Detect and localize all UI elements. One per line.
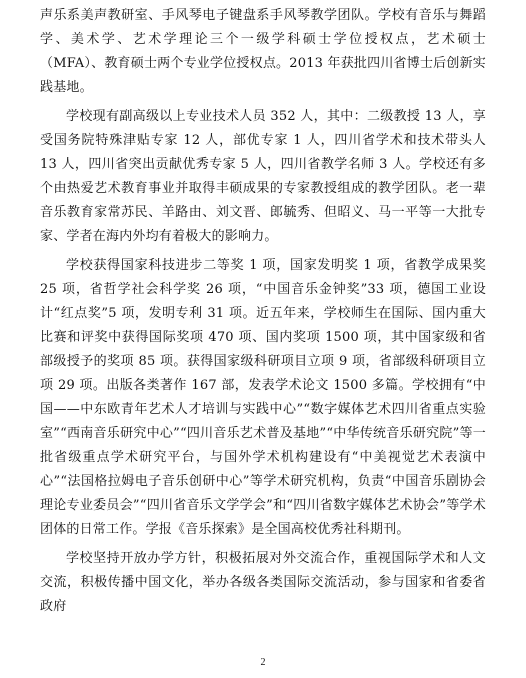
- paragraph-1: 声乐系美声教研室、手风琴电子键盘系手风琴教学团队。学校有音乐与舞蹈学、美术学、艺术学理论三个一级学科硕士学位授权点，艺术硕士（MFA）、教育硕士两个专业学位授权点。2013 年获批四川省博士后创新实践基地。: [40, 8, 486, 95]
- paragraph-4: 学校坚持开放办学方针，积极拓展对外交流合作，重视国际学术和人文交流，积极传播中国文化，举办各级各类国际交流活动，参与国家和省委省政府: [40, 551, 486, 614]
- page-number: 2: [260, 657, 266, 668]
- paragraph-2: 学校现有副高级以上专业技术人员 352 人，其中：二级教授 13 人，享受国务院特殊津贴专家 12 人，部优专家 1 人，四川省学术和技术带头人 13 人，四川省突出贡献优秀专家 5 人，四川省教学名师 3 人。学校还有多个由热爱艺术教育事业并取得丰硕成果的专家教授组成的教学团队。老一辈音乐教育家常苏民、羊路由、刘文晋、郎毓秀、但昭义、马一平等一大批专家、学者在海内外均有着极大的影响力。: [40, 109, 486, 244]
- paragraph-3: 学校获得国家科技进步二等奖 1 项，国家发明奖 1 项，省教学成果奖 25 项，省哲学社会科学奖 26 项，“中国音乐金钟奖”33 项，德国工业设计“红点奖”5 项，发明专利 31 项。近五年来，学校师生在国际、国内重大比赛和评奖中获得国际奖项 470 项、国内奖项 1500 项，其中国家级和省部级授予的奖项 85 项。获得国家级科研项目立项 9 项，省部级科研项目立项 29 项。出版各类著作 167 部，发表学术论文 1500 多篇。学校拥有“中国——中东欧青年艺术人才培训与实践中心”“数字媒体艺术四川省重点实验室”“西南音乐研究中心”“四川音乐艺术普及基地”“中华传统音乐研究院”等一批省级重点学术研究平台，与国外学术机构建设有“中美视觉艺术表演中心”“法国格拉姆电子音乐创研中心”等学术研究机构，负责“中国音乐剧协会理论专业委员会”“四川省音乐文学学会”和“四川省数字媒体艺术协会”等学术团体的日常工作。学报《音乐探索》是全国高校优秀社科期刊。: [40, 258, 486, 537]
